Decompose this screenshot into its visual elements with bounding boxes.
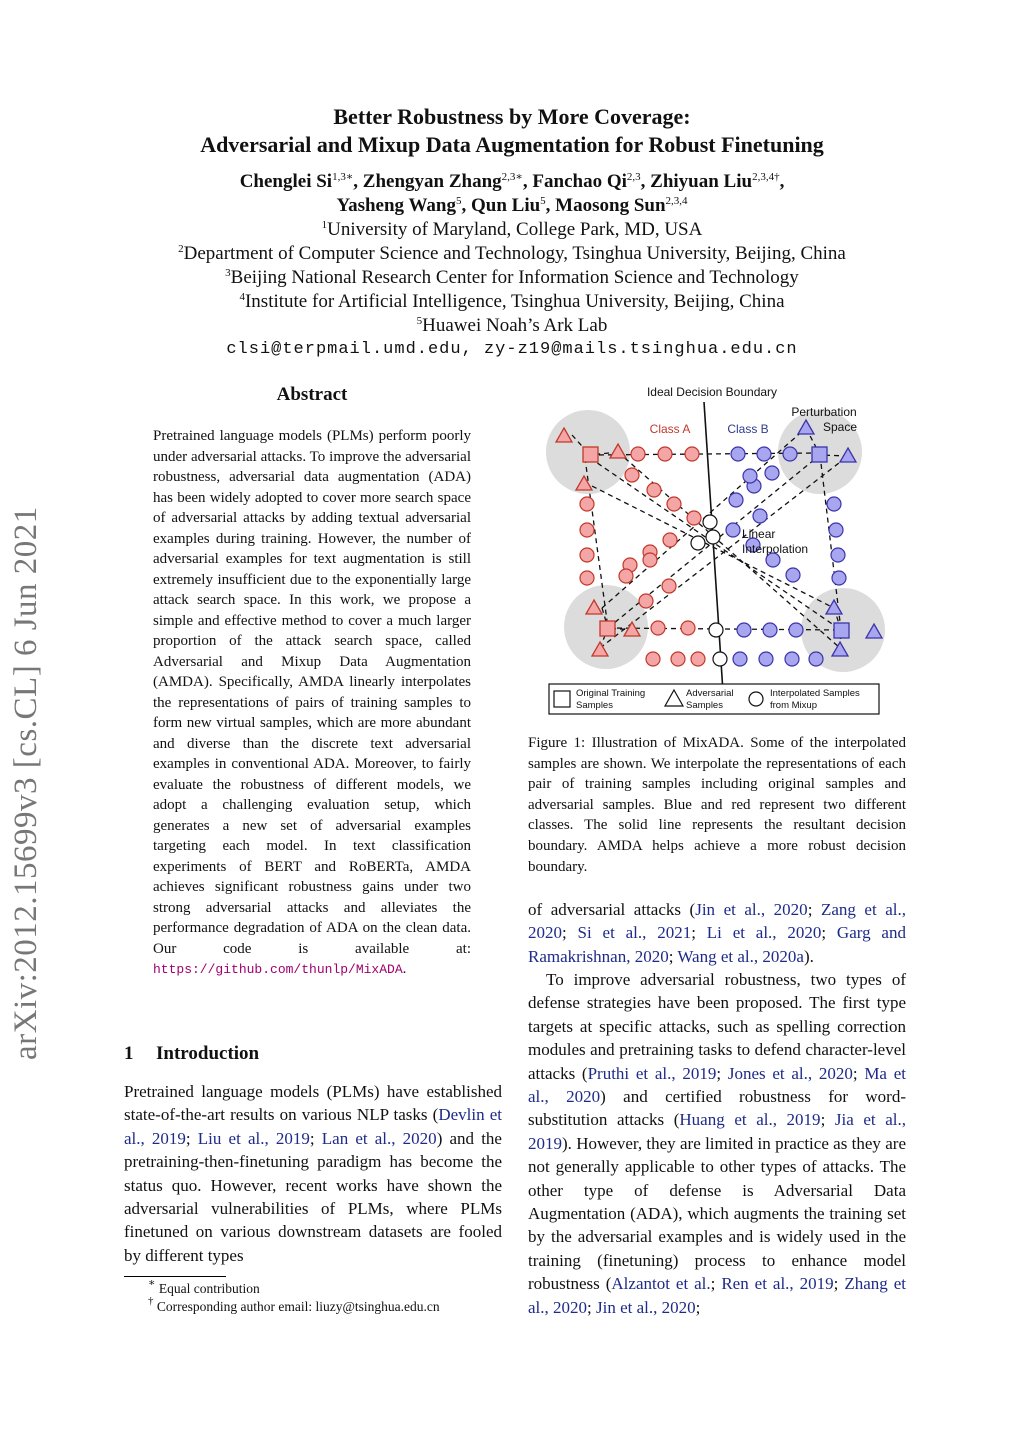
body-text: ;	[309, 1128, 322, 1148]
citation-link[interactable]: Liu et al., 2019	[197, 1128, 310, 1148]
citation-link[interactable]: Zhang et al., 2020	[528, 1274, 906, 1317]
author-list-line1: Chenglei $Si^{1,3∗}$, Zhengyan Zhang$^{2,3∗}$, Fanchao Qi$^{2,3}$, Zhiyuan Liu$^{2,3,4\dagger}$,	[239, 171, 785, 192]
figure-mixada	[528, 380, 906, 720]
affiliation-number: 3	[225, 267, 231, 279]
body-text: ).	[803, 946, 814, 966]
legend-original-1: Original Training	[576, 688, 646, 699]
contact-emails: clsi@terpmail.umd.edu, zy-z19@mails.tsinghua.edu.cn	[226, 340, 798, 359]
section-number: 1	[124, 1043, 134, 1064]
body-text: ) and the pretraining-then-finetuning paradigm has become the status quo. However, recent works have shown the adversarial vulnerabilities of PLMs, where PLMs finetuned on various downstream datasets are fooled by different types	[124, 1128, 502, 1265]
author-list-line2: Yasheng Wang$^5$, Qun Liu$^5$, Maosong Sun$^{2,3,4}$	[336, 195, 688, 216]
body-paragraph	[528, 968, 906, 1319]
code-link[interactable]: https://github.com/thunlp/MixADA	[153, 962, 403, 977]
original-sample-class-b	[812, 447, 827, 462]
citation-link[interactable]: Li et al., 2020	[706, 923, 822, 943]
affiliation-number: 2	[178, 243, 184, 255]
body-text: ;	[807, 900, 821, 919]
affiliation	[0, 266, 1024, 290]
author-name: Qun Liu	[470, 195, 541, 216]
author-name: Yasheng Wang	[336, 195, 456, 216]
body-text: ;	[710, 1274, 722, 1294]
body-text: ;	[562, 923, 578, 943]
abstract-heading: Abstract	[276, 384, 348, 405]
body-text: ;	[587, 1297, 597, 1317]
author-sup: 2,3∗	[501, 171, 523, 183]
original-sample-class-a	[600, 621, 615, 636]
citation-link[interactable]: Pruthi et al., 2019	[587, 1063, 717, 1083]
affiliation	[0, 290, 1024, 314]
citation-link[interactable]: Alzantot et al.	[611, 1274, 711, 1294]
body-text: ;	[668, 946, 678, 966]
body-text: ) and certified robustness for word-substitution attacks (	[528, 1087, 906, 1130]
body-text: ;	[716, 1063, 728, 1083]
figure-title-label: Ideal Decision Boundary	[646, 385, 778, 399]
body-text: ;	[821, 923, 837, 943]
linear-label-1: Linear	[742, 527, 776, 541]
footnote-mark: ∗	[148, 1277, 156, 1289]
perturbation-label-1: Perturbation	[791, 405, 857, 419]
author-sup: 1,3∗	[332, 171, 354, 183]
body-text: ;	[695, 1297, 701, 1317]
affiliation-text: Huawei Noah’s Ark Lab	[422, 315, 608, 336]
citation-link[interactable]: Devlin et al., 2019	[124, 1105, 502, 1148]
author-sup: 2,3,4	[665, 195, 688, 207]
affiliation	[0, 242, 1024, 266]
author-sup: 2,3,4†	[752, 171, 780, 183]
affiliation	[0, 314, 1024, 338]
author-name: Maosong Sun	[555, 195, 666, 216]
legend-square-icon	[554, 691, 570, 707]
body-text: ;	[820, 1110, 835, 1130]
section-heading	[124, 1043, 259, 1065]
legend-interpolated-2: from Mixup	[770, 700, 817, 711]
footnote-rule	[124, 1276, 226, 1277]
paper-title-line2: Adversarial and Mixup Data Augmentation for Robust Finetuning	[200, 132, 824, 157]
footnote-text: Corresponding author email: liuzy@tsinghua.edu.cn	[156, 1299, 440, 1314]
body-text: ). However, they are limited in practice as they are not generally applicable to other types of attacks. The other type of defense is Adversarial Data Augmentation (ADA), which augments the training set by the adversarial examples and is widely used in the training (finetuning) process to enhance model robustness (	[528, 1133, 906, 1294]
citation-link[interactable]: Garg and Ramakrishnan, 2020	[528, 923, 906, 966]
author-name: Zhengyan Zhang	[362, 171, 502, 192]
abstract-body	[153, 426, 471, 981]
citation-link[interactable]: Lan et al., 2020	[321, 1128, 437, 1148]
legend-adversarial-2: Samples	[686, 700, 723, 711]
original-sample-class-b	[834, 623, 849, 638]
footnote	[148, 1295, 440, 1316]
citation-link[interactable]: Ren et al., 2019	[721, 1274, 834, 1294]
footnote-text: Equal contribution	[158, 1281, 260, 1296]
body-paragraph	[528, 898, 906, 968]
section-title: Introduction	[156, 1043, 260, 1064]
citation-link[interactable]: Jin et al., 2020	[695, 900, 808, 919]
body-text: ;	[833, 1274, 845, 1294]
class-a-label: Class A	[649, 422, 691, 436]
citation-link[interactable]: Jones et al., 2020	[727, 1063, 853, 1083]
affiliation-number: 5	[416, 315, 423, 327]
original-sample-class-a	[583, 447, 598, 462]
author-sup: 5	[540, 195, 546, 207]
arxiv-identifier: arXiv:2012.15699v3 [cs.CL] 6 Jun 2021	[8, 506, 44, 1060]
author-name: Zhiyuan Liu	[650, 171, 753, 192]
author-name: Fanchao Qi	[532, 171, 627, 192]
citation-link[interactable]: Ma et al., 2020	[528, 1063, 906, 1107]
figure-caption: Figure 1: Illustration of MixADA. Some of the interpolated samples are shown. We interpolate the representations of each pair of training samples including original samples and adversarial samples. Blue and red represent two different classes. The solid line represents the resultant decision boundary. AMDA helps achieve a more robust decision boundary.	[528, 735, 906, 875]
body-text: ;	[852, 1063, 865, 1083]
affiliation-text: Institute for Artificial Intelligence, Tsinghua University, Beijing, China	[244, 291, 785, 312]
linear-label-2: Interpolation	[742, 542, 809, 556]
author-sup: 5	[455, 195, 462, 207]
footnote	[148, 1277, 260, 1298]
body-text: of adversarial attacks (	[528, 900, 696, 919]
body-text: Pretrained language models (PLMs) have established state-of-the-art results on various NLP tasks (	[124, 1082, 502, 1125]
citation-link[interactable]: Wang et al., 2020a	[677, 946, 804, 966]
legend-circle-icon	[749, 692, 763, 706]
perturbation-label-2: Space	[822, 420, 858, 434]
citation-link[interactable]: Zang et al., 2020	[528, 900, 906, 943]
affiliation-text: Department of Computer Science and Technology, Tsinghua University, Beijing, China	[183, 243, 846, 264]
paper-title-line1: Better Robustness by More Coverage:	[333, 104, 691, 129]
author-name: Chenglei Si	[239, 171, 333, 192]
affiliation-text: University of Maryland, College Park, MD, USA	[327, 219, 703, 240]
intro-paragraph	[124, 1080, 502, 1267]
body-text: ;	[185, 1128, 198, 1148]
citation-link[interactable]: Jin et al., 2020	[596, 1297, 696, 1317]
author-sup: 2,3	[626, 171, 641, 183]
legend-interpolated-1: Interpolated Samples	[770, 688, 860, 699]
affiliation-number: 1	[321, 219, 328, 231]
citation-link[interactable]: Si et al., 2021	[577, 923, 692, 943]
interpolated-samples-neutral	[691, 515, 727, 666]
affiliation-text: Beijing National Research Center for Information Science and Technology	[230, 267, 799, 288]
class-b-label: Class B	[727, 422, 769, 436]
abstract-end: .	[402, 961, 407, 977]
abstract-text: Pretrained language models (PLMs) perform poorly under adversarial attacks. To improve the adversarial robustness, adversarial data augmentation (ADA) has been widely adopted to cover more search space of adversarial attacks by adding textual adversarial examples during training. However, the number of adversarial examples for text augmentation is still extremely insufficient due to the exponentially large attack search space. In this work, we propose a simple and effective method to cover a much larger proportion of the attack search space, called Adversarial and Mixup Data Augmentation (AMDA). Specifically, AMDA linearly interpolates the representations of pairs of training samples to form new virtual samples, which are more abundant and diverse than the discrete text adversarial examples in conventional ADA. Moreover, to fairly evaluate the robustness of different models, we adopt a challenging evaluation setup, which generates a new set of adversarial examples targeting each model. In text classification experiments of BERT and RoBERTa, AMDA achieves significant robustness gains under two strong adversarial attacks and alleviates the performance degradation of ADA on the clean data. Our code is available at:	[153, 428, 471, 957]
body-text: To improve adversarial robustness, two types of defense strategies have been proposed. The first type targets at specific attacks, such as spelling correction modules and pretraining tasks to defend character-level attacks (	[528, 970, 906, 1083]
citation-link[interactable]: Huang et al., 2019	[679, 1110, 821, 1130]
legend-original-2: Samples	[576, 700, 613, 711]
affiliation-number: 4	[239, 291, 245, 303]
legend-adversarial-1: Adversarial	[686, 688, 734, 699]
footnote-mark: †	[148, 1295, 154, 1307]
affiliation	[0, 218, 1024, 242]
citation-link[interactable]: Jia et al., 2019	[528, 1110, 907, 1153]
body-text: ;	[691, 923, 707, 943]
